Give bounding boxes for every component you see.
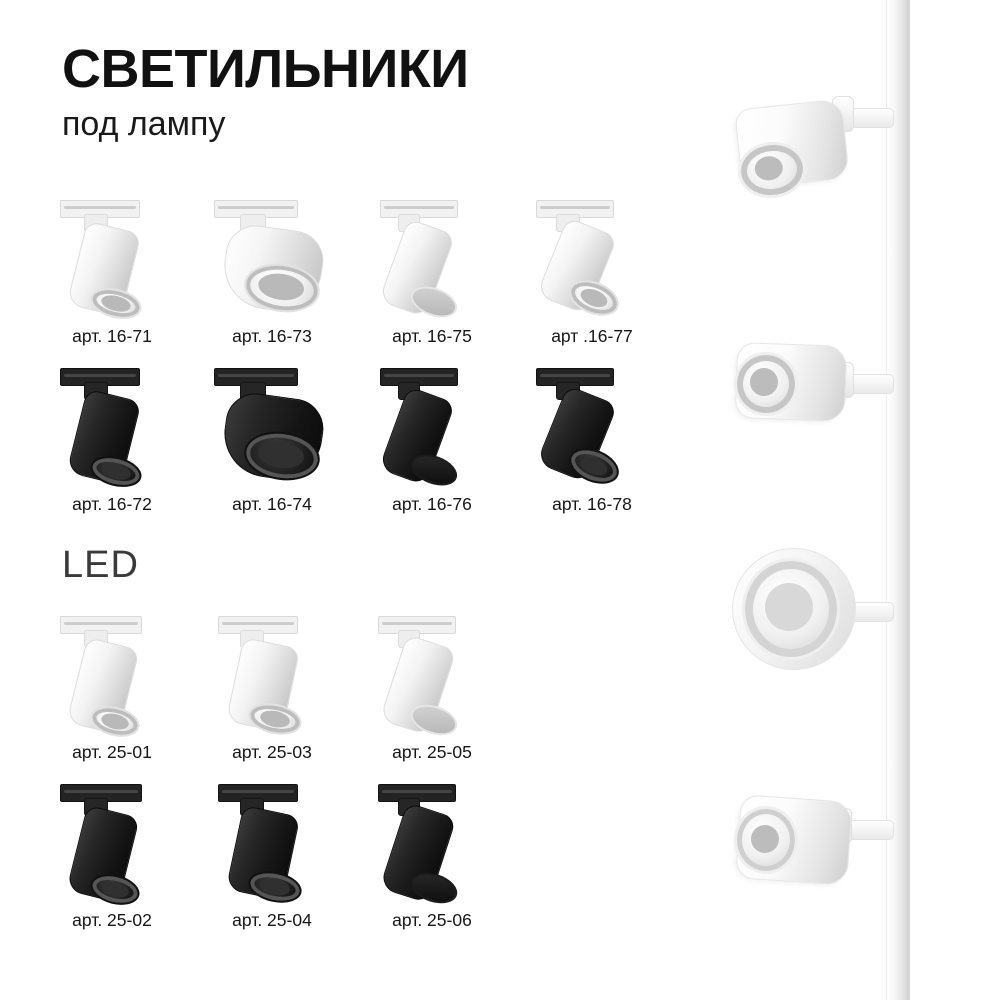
product-image: [192, 364, 352, 494]
product-image: [32, 364, 192, 494]
product-article: арт .16-77: [551, 326, 633, 346]
product-article: арт. 25-03: [232, 742, 312, 762]
product-article: арт. 25-01: [72, 742, 152, 762]
product-card[interactable]: [192, 780, 352, 931]
product-card[interactable]: [32, 364, 192, 515]
product-card[interactable]: [192, 196, 352, 347]
product-article: арт. 16-78: [552, 494, 632, 514]
product-article: арт. 16-71: [72, 326, 152, 346]
page-title: СВЕТИЛЬНИКИ: [62, 39, 469, 99]
product-image: [192, 196, 352, 326]
product-article: арт. 16-73: [232, 326, 312, 346]
product-card[interactable]: [32, 780, 192, 931]
product-card[interactable]: [512, 196, 672, 347]
product-card[interactable]: [352, 612, 512, 763]
header: [62, 39, 682, 143]
product-image: [192, 780, 352, 910]
product-photo: [690, 0, 1000, 1000]
fixture-lens: [245, 699, 304, 740]
product-card[interactable]: [32, 196, 192, 347]
product-image: [32, 780, 192, 910]
product-article: арт. 16-76: [392, 494, 472, 514]
fixture-lens: [245, 867, 304, 908]
product-image: [192, 612, 352, 742]
product-image: [352, 364, 512, 494]
product-article: арт. 16-72: [72, 494, 152, 514]
product-card[interactable]: [192, 364, 352, 515]
section-label-led: LED: [62, 544, 139, 586]
product-card[interactable]: [352, 780, 512, 931]
product-image: [352, 612, 512, 742]
product-image: [512, 196, 672, 326]
product-image: [352, 780, 512, 910]
product-article: арт. 25-06: [392, 910, 472, 930]
product-card[interactable]: [192, 612, 352, 763]
page-subtitle: под лампу: [62, 105, 226, 143]
product-article: арт. 16-74: [232, 494, 312, 514]
product-article: арт. 16-75: [392, 326, 472, 346]
product-article: арт. 25-04: [232, 910, 312, 930]
product-card[interactable]: [352, 364, 512, 515]
product-article: арт. 25-05: [392, 742, 472, 762]
product-image: [32, 196, 192, 326]
product-image: [512, 364, 672, 494]
product-article: арт. 25-02: [72, 910, 152, 930]
product-image: [32, 612, 192, 742]
product-card[interactable]: [512, 364, 672, 515]
product-card[interactable]: [352, 196, 512, 347]
track-pole: [886, 0, 910, 1000]
product-card[interactable]: [32, 612, 192, 763]
product-image: [352, 196, 512, 326]
